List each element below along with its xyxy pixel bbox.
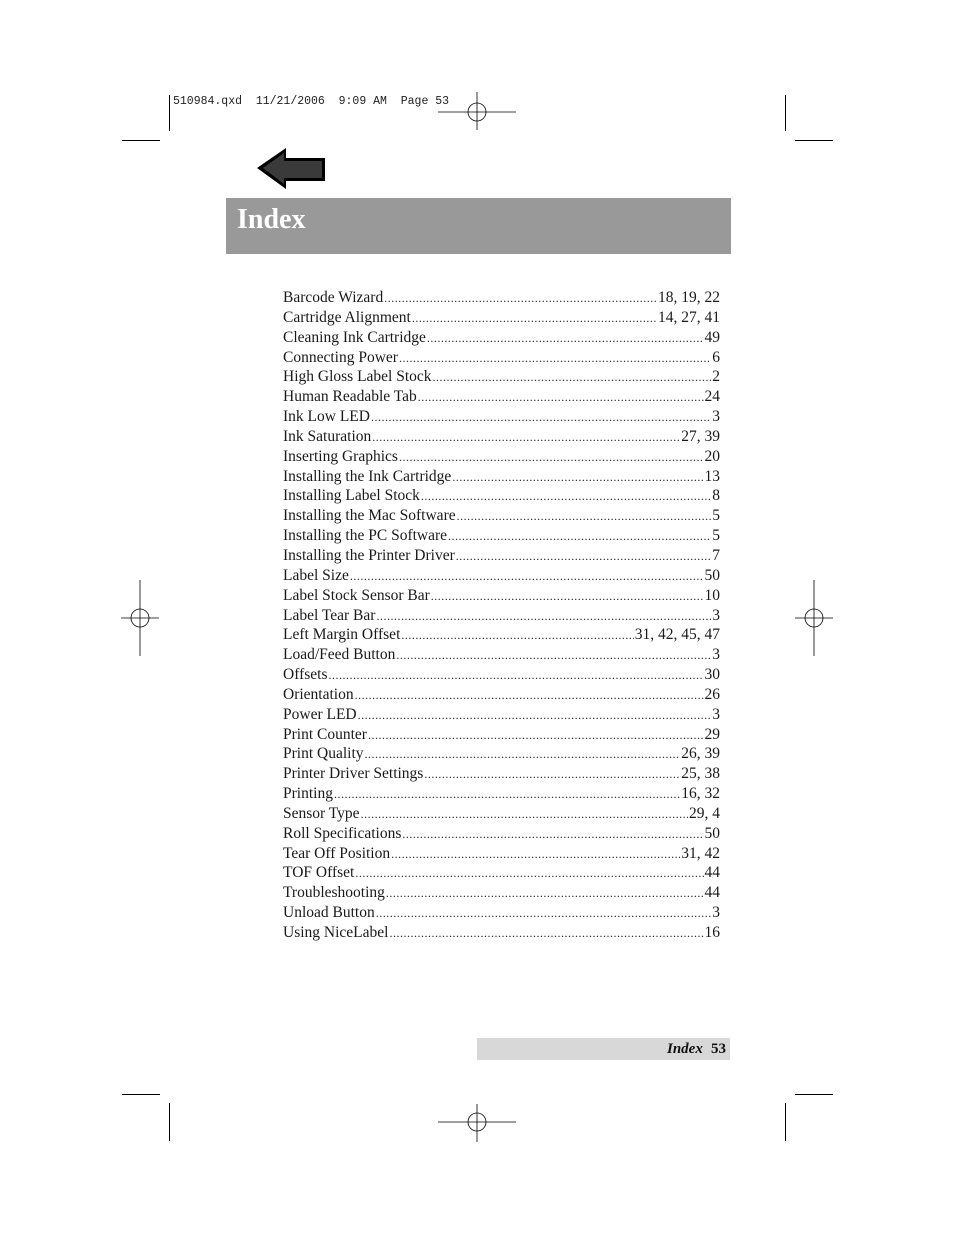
index-term: Tear Off Position [283,844,391,862]
index-term: Unload Button [283,904,375,922]
list-item [283,606,720,626]
index-pages: 25, 38 [681,765,720,783]
index-term: Inserting Graphics [283,447,398,465]
list-item [283,744,720,764]
index-term: Orientation [283,685,354,703]
list-item [283,844,720,864]
dot-leader [334,785,680,805]
index-term: Ink Saturation [283,427,372,445]
index-term: Offsets [283,666,328,684]
list-item [283,407,720,427]
list-item [283,863,720,883]
list-item [283,903,720,923]
index-pages: 26 [704,685,720,703]
dot-leader [368,726,704,746]
list-item [283,367,720,387]
list-item [283,705,720,725]
index-pages: 20 [704,447,720,465]
list-item [283,725,720,745]
index-term: Installing the Printer Driver [283,546,455,564]
dot-leader [427,329,704,349]
index-term: Cleaning Ink Cartridge [283,328,426,346]
registration-mark-left [121,580,159,656]
footer-page-number: 53 [711,1041,726,1057]
index-term: High Gloss Label Stock [283,368,432,386]
registration-mark-right [795,580,833,656]
index-term: Troubleshooting [283,884,385,902]
index-pages: 26, 39 [681,745,720,763]
index-pages: 6 [712,348,720,366]
footer-section-label: Index [667,1041,703,1057]
dot-leader [329,666,704,686]
page-title: Index [237,204,306,235]
index-term: Barcode Wizard [283,289,384,306]
list-item [283,387,720,407]
index-pages: 31, 42, 45, 47 [634,626,720,644]
dot-leader [391,845,680,865]
title-bar [226,198,731,254]
index-term: Installing the Mac Software [283,507,456,525]
index-pages: 3 [712,606,720,624]
index-pages: 2 [712,368,720,386]
index-term: Installing the Ink Cartridge [283,467,452,485]
dot-leader [452,468,703,488]
dot-leader [456,547,712,567]
list-item [283,883,720,903]
print-slug: 510984.qxd 11/21/2006 9:09 AM Page 53 [173,95,450,108]
list-item [283,804,720,824]
list-item [283,665,720,685]
list-item [283,824,720,844]
dot-leader [433,368,712,388]
dot-leader [401,626,633,646]
index-term: Label Size [283,566,349,584]
index-pages: 50 [704,566,720,584]
index-term: Print Quality [283,745,364,763]
index-term: Printing [283,785,333,803]
dot-leader [418,388,704,408]
registration-mark-bottom [438,1104,516,1142]
dot-leader [372,428,680,448]
index-pages: 31, 42 [681,844,720,862]
index-pages: 16, 32 [681,785,720,803]
index-pages: 27, 39 [681,427,720,445]
dot-leader [399,448,704,468]
index-pages: 24 [704,388,720,406]
index-pages: 5 [712,507,720,525]
index-pages: 8 [712,487,720,505]
index-pages: 44 [704,884,720,902]
list-item [283,526,720,546]
list-item [283,784,720,804]
dot-leader [431,587,704,607]
index-term: TOF Offset [283,864,355,882]
index-term: Sensor Type [283,804,360,822]
dot-leader [365,745,681,765]
dot-leader [376,904,712,924]
index-term: Label Tear Bar [283,606,376,624]
list-item [283,467,720,487]
index-term: Installing the PC Software [283,527,448,545]
index-pages: 18, 19, 22 [658,289,720,306]
index-pages: 29 [704,725,720,743]
index-pages: 13 [704,467,720,485]
dot-leader [402,825,703,845]
index-term: Installing Label Stock [283,487,420,505]
index-term: Printer Driver Settings [283,765,424,783]
index-pages: 3 [712,705,720,723]
list-item [283,685,720,705]
dot-leader [384,289,657,309]
index-term: Using NiceLabel [283,924,389,941]
list-item [283,546,720,566]
list-item [283,506,720,526]
index-pages: 50 [704,824,720,842]
index-term: Human Readable Tab [283,388,417,406]
index-term: Load/Feed Button [283,646,396,664]
dot-leader [361,805,688,825]
dot-leader [355,864,703,884]
index-pages: 3 [712,408,720,426]
index-pages: 49 [704,328,720,346]
index-pages: 29, 4 [689,804,720,822]
dot-leader [376,607,711,627]
index-pages: 30 [704,666,720,684]
index-pages: 3 [712,646,720,664]
list-item [283,625,720,645]
index-pages: 7 [712,546,720,564]
index-term: Roll Specifications [283,824,402,842]
list-item [283,586,720,606]
index-term: Print Counter [283,725,367,743]
dot-leader [350,567,704,587]
list-item [283,288,720,308]
list-item [283,427,720,447]
index-term: Label Stock Sensor Bar [283,586,430,604]
index-term: Power LED [283,705,357,723]
index-pages: 5 [712,527,720,545]
dot-leader [457,507,712,527]
index-term: Cartridge Alignment [283,308,411,326]
dot-leader [389,924,703,944]
dot-leader [399,349,711,369]
list-item [283,923,720,943]
registration-mark-top [438,92,516,130]
dot-leader [448,527,711,547]
dot-leader [424,765,680,785]
dot-leader [371,408,711,428]
dot-leader [358,706,712,726]
dot-leader [412,309,657,329]
list-item [283,348,720,368]
index-pages: 14, 27, 41 [658,308,720,326]
list-item [283,308,720,328]
index-pages: 44 [704,864,720,882]
list-item [283,566,720,586]
index-list [283,288,720,943]
index-term: Ink Low LED [283,408,370,426]
list-item [283,645,720,665]
list-item [283,764,720,784]
index-pages: 16 [704,924,720,941]
list-item [283,486,720,506]
index-term: Left Margin Offset [283,626,401,644]
left-arrow-icon[interactable] [254,145,328,191]
list-item [283,447,720,467]
dot-leader [355,686,704,706]
index-pages: 3 [712,904,720,922]
dot-leader [396,646,711,666]
index-pages: 10 [704,586,720,604]
index-term: Connecting Power [283,348,398,366]
list-item [283,328,720,348]
dot-leader [386,884,704,904]
dot-leader [421,487,711,507]
